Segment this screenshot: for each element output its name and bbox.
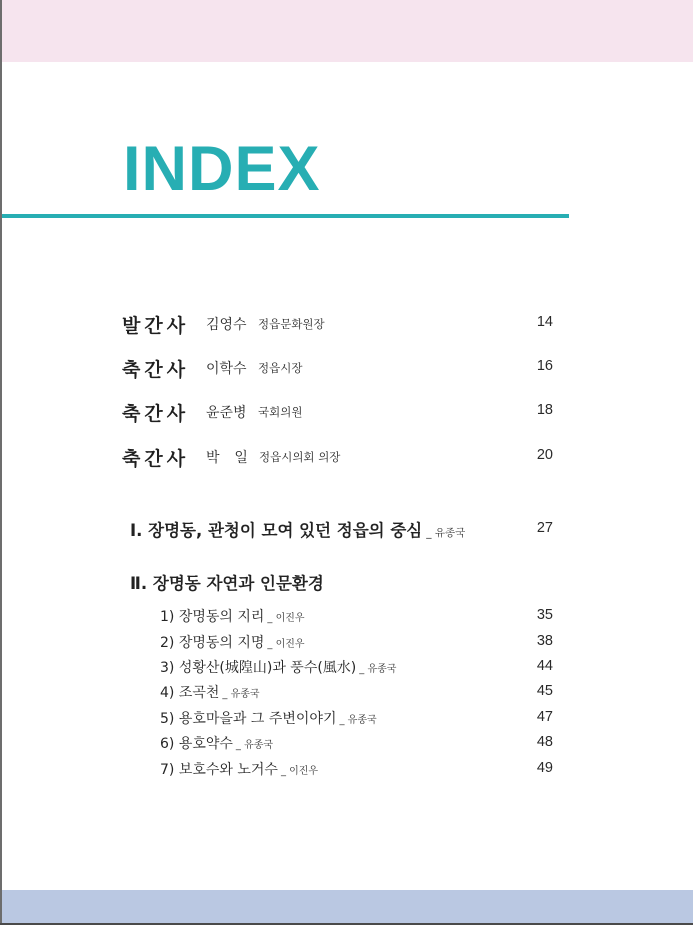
section-item[interactable] <box>160 682 260 702</box>
page-number: 18 <box>536 402 553 418</box>
section-title: 4) 조곡천 <box>160 685 220 701</box>
front-matter-role: 정읍시장 <box>258 361 303 375</box>
section-author: _ 이진우 <box>267 639 305 650</box>
header-band <box>2 0 693 62</box>
chapter-title-text: Ⅱ. 장명동 자연과 인문환경 <box>130 574 324 593</box>
front-matter-item[interactable] <box>0 311 693 339</box>
section-item[interactable] <box>160 606 305 626</box>
section-author: _ 유종국 <box>359 664 397 675</box>
front-matter-item[interactable] <box>0 444 693 472</box>
chapter-author: _ 유종국 <box>426 527 466 539</box>
section-title: 5) 용호마을과 그 주변이야기 <box>160 711 337 727</box>
page-number: 45 <box>536 683 553 699</box>
front-matter-item[interactable] <box>0 399 693 427</box>
page-number: 14 <box>536 314 553 330</box>
section-title: 3) 성황산(城隍山)과 풍수(風水) <box>160 660 357 676</box>
front-matter-name: 김영수 <box>206 317 247 333</box>
front-matter-name: 박 일 <box>206 450 250 466</box>
front-matter-item[interactable] <box>0 355 693 383</box>
front-matter-role: 정읍시의회 의장 <box>259 450 341 464</box>
page-number: 38 <box>536 633 553 649</box>
section-author: _ 유종국 <box>339 715 377 726</box>
chapter-title-text: Ⅰ. 장명동, 관청이 모여 있던 정읍의 중심 <box>130 521 423 540</box>
section-item[interactable] <box>160 733 273 753</box>
section-title: 1) 장명동의 지리 <box>160 609 265 625</box>
front-matter-heading: 축간사 <box>122 359 190 381</box>
front-matter-heading: 발간사 <box>122 315 190 337</box>
section-item[interactable] <box>160 657 396 677</box>
front-matter-role: 국회의원 <box>258 405 303 419</box>
front-matter-role: 정읍문화원장 <box>258 317 325 331</box>
chapter-title[interactable] <box>130 517 465 541</box>
page-number: 48 <box>536 734 553 750</box>
section-title: 2) 장명동의 지명 <box>160 635 265 651</box>
page-number: 20 <box>536 447 553 463</box>
section-item[interactable] <box>160 759 318 779</box>
footer-band <box>2 890 693 923</box>
section-author: _ 유종국 <box>222 689 260 700</box>
front-matter-name: 윤준병 <box>206 405 247 421</box>
page-title: INDEX <box>123 134 321 204</box>
page-number: 35 <box>536 607 553 623</box>
section-item[interactable] <box>160 708 377 728</box>
front-matter-heading: 축간사 <box>122 403 190 425</box>
section-author: _ 유종국 <box>235 740 274 751</box>
section-item[interactable] <box>160 632 305 652</box>
front-matter-heading: 축간사 <box>122 448 190 470</box>
title-underline <box>2 214 569 218</box>
section-author: _ 이진우 <box>280 766 319 777</box>
page-number: 47 <box>536 709 553 725</box>
page-number: 16 <box>536 358 553 374</box>
chapter-title[interactable] <box>130 570 324 594</box>
section-title: 6) 용호약수 <box>160 736 233 752</box>
section-author: _ 이진우 <box>267 613 305 624</box>
page-number: 44 <box>536 658 553 674</box>
page-number: 27 <box>536 520 553 536</box>
page-number: 49 <box>536 760 553 776</box>
front-matter-name: 이학수 <box>206 361 247 377</box>
section-title: 7) 보호수와 노거수 <box>160 762 278 778</box>
